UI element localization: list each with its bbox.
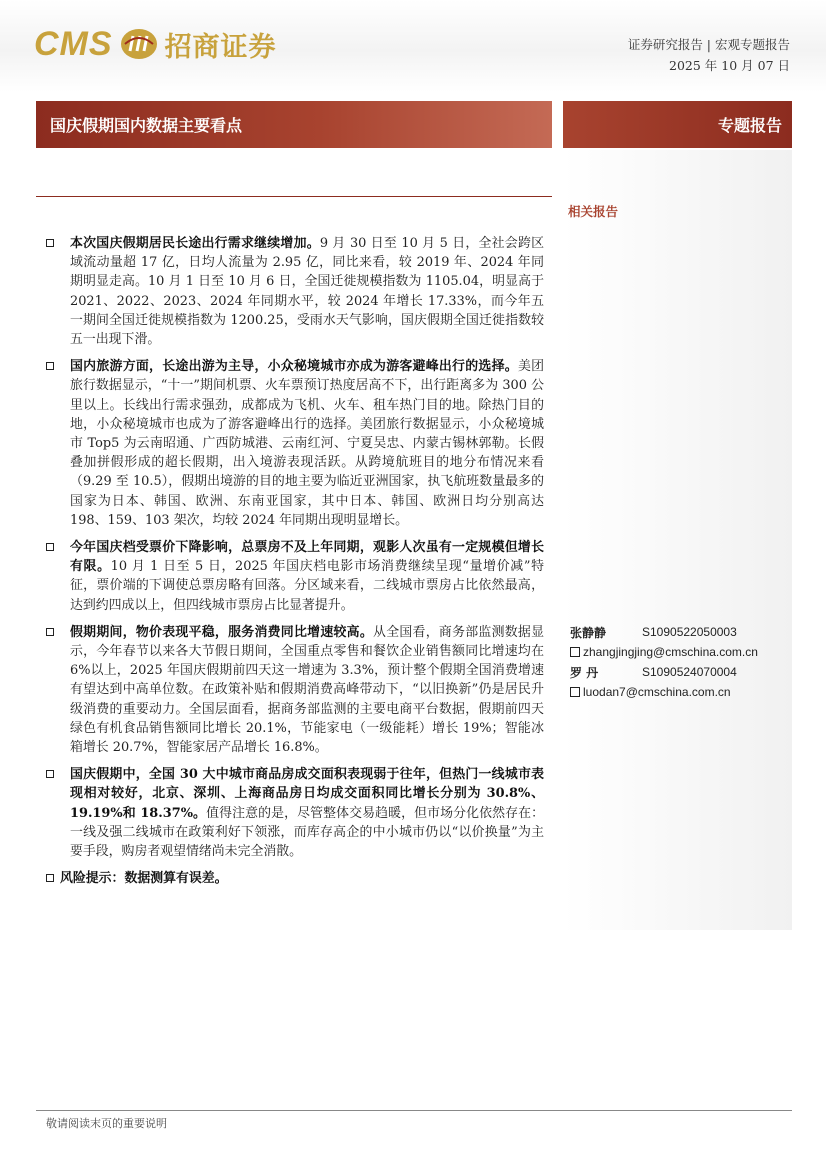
report-title-bar <box>36 101 552 148</box>
logo-cms-text: CMS <box>34 24 113 63</box>
analyst-code: S1090522050003 <box>642 625 737 639</box>
analyst-email[interactable]: luodan7@cmschina.com.cn <box>583 685 731 699</box>
analyst-email[interactable]: zhangjingjing@cmschina.com.cn <box>583 645 758 659</box>
analyst-block <box>570 622 758 702</box>
bullet-square-icon <box>46 543 54 551</box>
bullet-square-icon <box>46 874 54 882</box>
summary-item <box>46 623 544 757</box>
analyst-row <box>570 622 758 642</box>
summary-body: 从全国看，商务部监测数据显示，今年春节以来各大节假日期间，全国重点零售和餐饮企业销售额同比增速均在 6%以上，2025 年国庆假期前四天这一增速为 3.3%，预计整个假期全国消费增速有望达到中高单位数。在政策补贴和假期消费高峰带动下，“以旧换新”仍是居民升级消费的重要动力。全国层面看，据商务部监测的主要电商平台数据，假期前四天绿色有机食品销售额同比增长 20.1%，节能家电（一级能耗）增长 19%；智能冰箱增长 20.7%，智能家居产品增长 16.8%。 <box>70 624 545 756</box>
footer-disclaimer: 敬请阅读末页的重要说明 <box>46 1117 167 1130</box>
summary-item <box>46 234 544 349</box>
summary-body: 值得注意的是，尽管整体交易趋暖，但市场分化依然存在：一线及强二线城市在政策利好下领涨，而库存高企的中小城市仍以“以价换量”为主要手段，购房者观望情绪尚未完全消散。 <box>70 805 545 860</box>
email-icon <box>570 687 580 697</box>
bullet-square-icon <box>46 362 54 370</box>
analyst-name: 张静静 <box>570 625 607 640</box>
analyst-row <box>570 662 758 682</box>
summary-item <box>46 765 544 861</box>
analyst-code: S1090524070004 <box>642 665 737 679</box>
summary-lead: 今年国庆档受票价下降影响，总票房不及上年同期，观影人次虽有一定规模但增长有限。 <box>70 540 544 575</box>
logo-cn-text: 招商证券 <box>164 31 277 63</box>
risk-warning-text: 风险提示：数据测算有误差。 <box>60 871 228 887</box>
email-icon <box>570 647 580 657</box>
sidebar-panel <box>563 150 792 930</box>
summary-lead: 国庆假期中，全国 30 大中城市商品房成交面积表现弱于往年，但热门一线城市表现相对较好，北京、深圳、上海商品房日均成交面积同比增长分别为 30.8%、19.19%和 18.37%。 <box>70 767 544 821</box>
risk-warning <box>46 869 544 888</box>
title-divider <box>36 196 552 197</box>
analyst-email-row <box>570 682 758 702</box>
logo-emblem-icon <box>119 27 159 61</box>
bullet-square-icon <box>46 239 54 247</box>
analyst-name: 罗 丹 <box>570 665 599 680</box>
report-type: 证券研究报告 | 宏观专题报告 <box>627 37 790 52</box>
summary-item <box>46 357 544 530</box>
analyst-email-row <box>570 642 758 662</box>
report-tag: 专题报告 <box>717 116 782 135</box>
footer-divider <box>36 1110 792 1111</box>
bullet-square-icon <box>46 628 54 636</box>
summary-content <box>46 234 544 897</box>
summary-body: 美团旅行数据显示，“十一”期间机票、火车票预订热度居高不下，出行距离多为 300 公里以上。长线出行需求强劲，成都成为飞机、火车、租车热门目的地。除热门目的地，小众秘境城市也成为了游客避峰出行的选择。美团旅行数据显示，小众秘境城市 Top5 为云南昭通、广西防城港、云南红河、宁夏吴忠、内蒙古锡林郭勒。长假叠加拼假形成的超长假期，出入境游表现活跃。从跨境航班目的地分布情况来看（9.29 至 10.5），假期出境游的目的地主要为临近亚洲国家，执飞航班数量最多的国家为日本、韩国、欧洲、东南亚国家，其中日本、韩国、欧洲日均分别高达 198、159、103 架次，均较 2024 年同期出现明显增长。 <box>70 359 545 528</box>
summary-item <box>46 538 544 615</box>
summary-body: 9 月 30 日至 10 月 5 日，全社会跨区域流动量超 17 亿，日均人流量为 2.95 亿，同比来看，较 2019 年、2024 年同期明显走高。10 月 1 日至 10 月 6 日，全国迁徙规模指数为 1105.04，明显高于 2021、2022、2023、2024 年同期水平，较 2024 年增长 17.33%，而今年五一期间全国迁徙规模指数为 1200.25，受雨水天气影响，国庆假期全国迁徙指数较五一出现下滑。 <box>70 236 544 348</box>
summary-lead: 国内旅游方面，长途出游为主导，小众秘境城市亦成为游客避峰出行的选择。 <box>70 359 518 375</box>
header-info <box>628 34 790 76</box>
report-title: 国庆假期国内数据主要看点 <box>50 116 243 135</box>
summary-body: 10 月 1 日至 5 日，2025 年国庆档电影市场消费继续呈现“量增价减”特征，票价端的下调使总票房略有回落。分区域来看，二线城市票房占比依然最高，达到约四成以上，但四线城市票房占比显著提升。 <box>70 559 544 613</box>
company-logo <box>34 24 277 64</box>
summary-lead: 假期期间，物价表现平稳，服务消费同比增速较高。 <box>70 624 374 640</box>
summary-lead: 本次国庆假期居民长途出行需求继续增加。 <box>70 236 320 251</box>
report-date: 2025 年 10 月 07 日 <box>669 58 790 73</box>
bullet-square-icon <box>46 770 54 778</box>
related-reports-label: 相关报告 <box>568 204 619 219</box>
report-tag-bar <box>563 101 792 148</box>
